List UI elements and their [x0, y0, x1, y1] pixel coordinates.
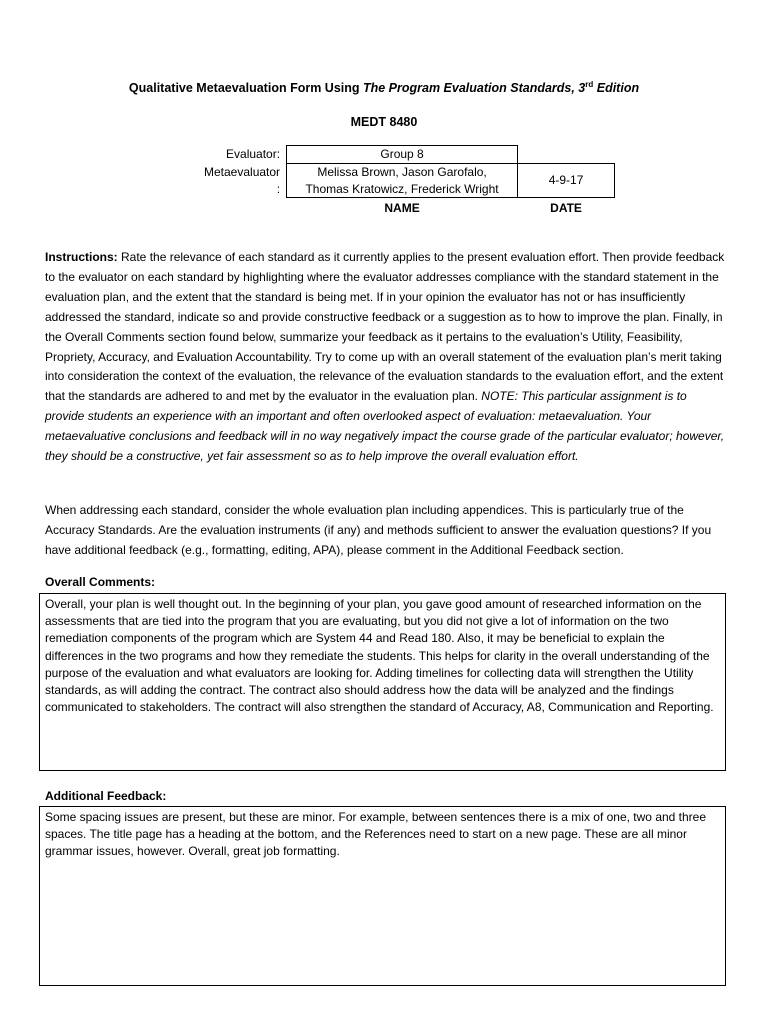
instructions-paragraph	[45, 248, 727, 467]
metaevaluator-label-line2: :	[276, 181, 281, 196]
standards-paragraph: When addressing each standard, consider the whole evaluation plan including appendices. This is particularly true of the Accuracy Standards. Are the evaluation instruments (if any) and methods sufficient to answer the evaluation questions? If you have additional feedback (e.g., formatting, editing, APA), please comment in the Additional Feedback section.	[45, 503, 712, 557]
title-sup: rd	[585, 80, 594, 89]
course-code: MEDT 8480	[350, 115, 418, 129]
metaevaluator-value-line1: Melissa Brown, Jason Garofalo,	[317, 164, 487, 179]
metaevaluator-date: 4-9-17	[518, 163, 615, 198]
instructions-note: NOTE: This particular assignment is to provide students an experience with an important and often overlooked aspect of evaluation: metaevaluation. Your metaevaluative conclusions and feedback will in no way negatively impact the course grade of the particular evaluator; however, they should be a constructive, yet fair assessment so as to help improve the overall evaluation effort.	[45, 389, 725, 464]
evaluator-table	[200, 145, 615, 217]
overall-comments-box[interactable]: Overall, your plan is well thought out. In the beginning of your plan, you gave good amount of researched information on the assessments that are tied into the program that you are evaluating, but you did not give a lot of information on the two remediation components of the program which are System 44 and Read 180. Also, it may be beneficial to explain the differences in the two programs and how they remediate the students. This helps for clarity in the overall understanding of the purpose of the evaluation and what evaluators are looking for. Adding timelines for collecting data will strengthen the Utility standards, as will adding the contract. The contract also should address how the data will be analyzed and the findings communicated to stakeholders. The contract will also strengthen the standard of Accuracy, A8, Communication and Reporting.	[39, 593, 726, 771]
name-header: NAME	[384, 201, 420, 216]
evaluator-value: Group 8	[287, 146, 518, 164]
title-suffix: Edition	[593, 81, 640, 96]
title-italic: The Program Evaluation Standards, 3	[362, 81, 586, 96]
instructions-label: Instructions:	[45, 250, 118, 264]
title-prefix: Qualitative Metaevaluation Form Using	[128, 81, 363, 96]
additional-feedback-box[interactable]: Some spacing issues are present, but these are minor. For example, between sentences there is a mix of one, two and three spaces. The title page has a heading at the bottom, and the References need to start on a new page. These are all minor grammar issues, however. Overall, great job formatting.	[39, 806, 726, 986]
form-title	[0, 79, 768, 97]
metaevaluator-label-line1: Metaevaluator	[204, 164, 281, 179]
date-header: DATE	[550, 201, 582, 216]
instructions-body: Rate the relevance of each standard as it currently applies to the present evaluation effort. Then provide feedback to the evaluator on each standard by highlighting where the evaluator addresses compliance with the standard statement in the evaluation plan, and the extent that the standard is being met. If in your opinion the evaluator has not or has insufficiently addressed the standard, indicate so and provide constructive feedback or a suggestion as to how to improve the plan. Finally, in the Overall Comments section found below, summarize your feedback as it pertains to the evaluation’s Utility, Feasibility, Propriety, Accuracy, and Evaluation Accountability. Try to come up with an overall statement of the evaluation plan’s merit taking into consideration the context of the evaluation, the relevance of the evaluation standards to the evaluation effort, and the extent that the standards are adhered to and met by the evaluator in the evaluation plan.	[45, 250, 725, 404]
header-spacer	[200, 198, 287, 217]
metaevaluator-label	[200, 163, 287, 198]
evaluator-label: Evaluator:	[226, 147, 281, 161]
metaevaluator-value-line2: Thomas Kratowicz, Frederick Wright	[305, 181, 499, 196]
overall-comments-label: Overall Comments:	[45, 575, 156, 589]
additional-feedback-label: Additional Feedback:	[45, 789, 167, 803]
evaluator-date-empty	[518, 146, 615, 164]
metaevaluator-value	[287, 163, 518, 198]
